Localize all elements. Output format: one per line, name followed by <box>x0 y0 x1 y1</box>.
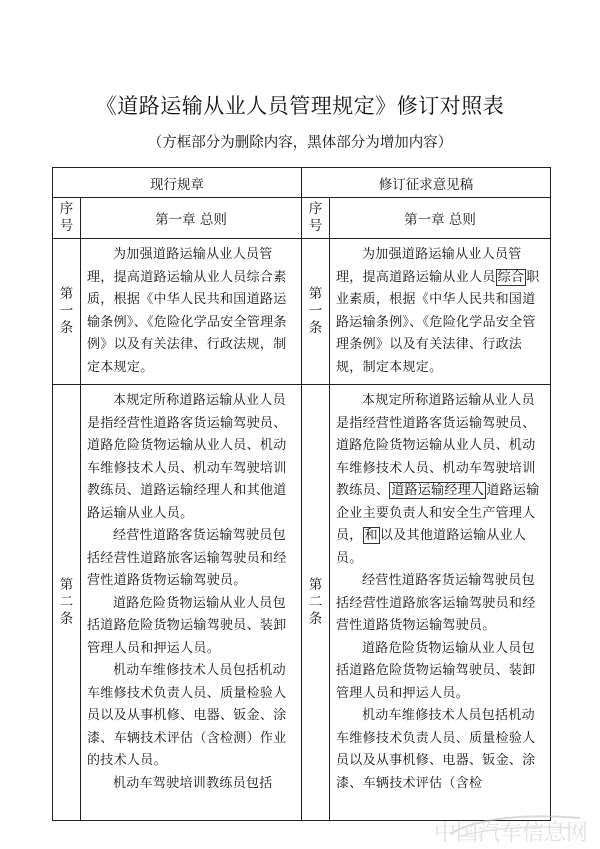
table-row-article-1 <box>53 239 551 385</box>
article-2-label-right: 第 二 条 <box>302 385 330 821</box>
deleted-text-box: 综合 <box>497 269 525 285</box>
deleted-text-box: 道路运输经理人 <box>391 483 485 498</box>
document-title: 《道路运输从业人员管理规定》修订对照表 <box>95 94 505 118</box>
revised-article-2-p4: 机动车维修技术人员包括机动车维修技术负责人员、质量检验人员以及从事机修、电器、钣金、涂漆、车辆技术评估（含检 <box>336 708 536 791</box>
current-article-2-p3: 道路危险货物运输从业人员包括道路危险货物运输驾驶员、装卸管理人员和押运人员。 <box>87 595 287 656</box>
watermark-text: 中国汽车信息网 <box>434 821 589 846</box>
current-article-1-text: 为加强道路运输从业人员管理，提高道路运输从业人员综合素质，根据《中华人民共和国道路运输条例》、《危险化学品安全管理条例》以及有关法律、行政法规，制定本规定。 <box>87 247 287 375</box>
article-1-label-right: 第 一 条 <box>302 239 330 385</box>
seq-header-right: 序 号 <box>302 198 330 239</box>
chapter-row <box>53 198 551 239</box>
revised-article-2-p3: 道路危险货物运输从业人员包括道路危险货物运输驾驶员、装卸管理人员和押运人员。 <box>336 640 536 701</box>
deleted-text-box: 和 <box>364 528 378 543</box>
current-article-2-p4: 机动车维修技术人员包括机动车维修技术负责人员、质量检验人员以及从事机修、电器、钣金、涂漆、车辆技术评估（含检测）作业的技术人员。 <box>87 663 287 768</box>
chapter-title-right: 第一章 总则 <box>330 198 551 239</box>
revised-article-2-p2: 经营性道路客货运输驾驶员包括经营性道路旅客运输驾驶员和经营性道路货物运输驾驶员。 <box>336 573 536 633</box>
current-column-header: 现行规章 <box>53 168 302 198</box>
document-subtitle: （方框部分为删除内容，黑体部分为增加内容） <box>147 135 453 151</box>
revised-article-1-text: 为加强道路运输从业人员管理，提高道路运输从业人员 综合 职业素质，根据《中华人民共和国道路运输条例》、《危险化学品安全管理条例》以及有关法律、行政法规，制定本规定。 <box>336 247 540 375</box>
revised-article-2-p1: 本规定所称道路运输从业人员是指经营性道路客货运输驾驶员、道路危险货物运输从业人员、机动车维修技术人员、机动车驾驶培训教练员、 道路运输经理人 道路运输企业主要负责人和安全生产管理人员， 和 以及其他道路运输从业人员。 <box>336 393 540 566</box>
watermark-logo <box>430 806 595 846</box>
table-row-article-2 <box>53 385 551 821</box>
revised-column-header: 修订征求意见稿 <box>302 168 551 198</box>
current-article-1 <box>81 239 302 385</box>
chapter-title-left: 第一章 总则 <box>81 198 302 239</box>
current-article-2-p5: 机动车驾驶培训教练员包括 <box>113 775 273 791</box>
revised-article-1 <box>330 239 551 385</box>
current-article-2-p2: 经营性道路客货运输驾驶员包括经营性道路旅客运输驾驶员和经营性道路货物运输驾驶员。 <box>87 528 287 588</box>
revised-article-2 <box>330 385 551 821</box>
article-1-label-left: 第 一 条 <box>53 239 81 385</box>
comparison-table <box>52 167 551 821</box>
current-article-2 <box>81 385 302 821</box>
seq-header-left: 序 号 <box>53 198 81 239</box>
article-2-label-left: 第 二 条 <box>53 385 81 821</box>
current-article-2-p1: 本规定所称道路运输从业人员是指经营性道路客货运输驾驶员、道路危险货物运输从业人员、机动车维修技术人员、机动车驾驶培训教练员、道路运输经理人和其他道路运输从业人员。 <box>87 393 287 521</box>
table-header-row <box>53 168 551 198</box>
